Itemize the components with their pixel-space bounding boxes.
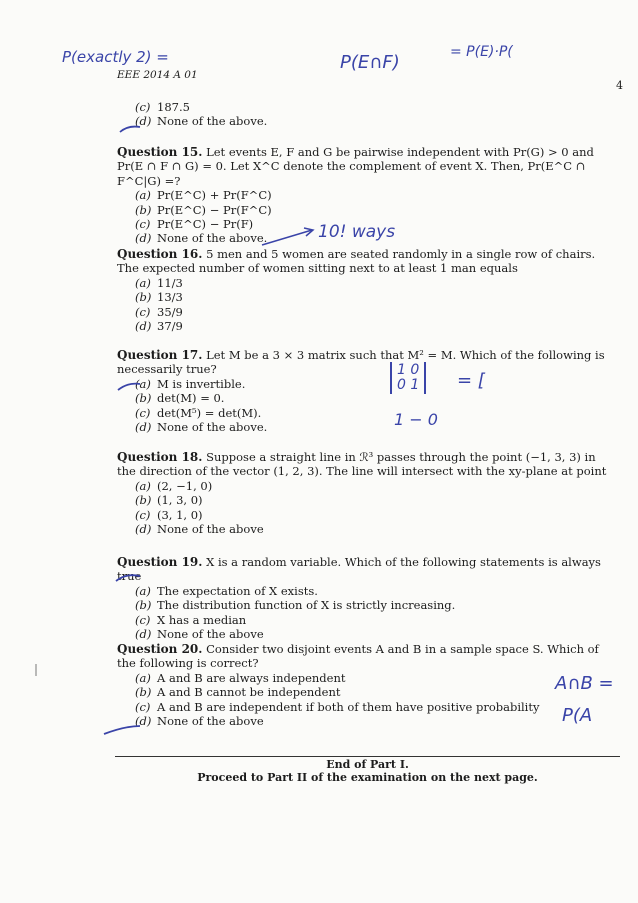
question-stem: Suppose a straight line in ℛ³ passes through the point (−1, 3, 3) in the direction of the vector (1, 2, 3). The line will intersect with the xy-plane at point — [117, 450, 607, 479]
option-letter: (c) — [135, 100, 151, 114]
option-letter: (a) — [135, 188, 151, 203]
option-letter: (c) — [135, 405, 151, 420]
option-text: The expectation of X exists. — [157, 583, 318, 598]
handwritten-note-intersection: P(E∩F) — [340, 52, 400, 73]
option-text: (2, −1, 0) — [157, 478, 213, 493]
question-label: Question 20. — [117, 642, 203, 656]
option-text: (1, 3, 0) — [157, 493, 203, 508]
question-stem: Let M be a 3 × 3 matrix such that M² = M. Which of the following is necessarily true? — [117, 348, 605, 377]
handwritten-note-p-a: P(A — [562, 705, 593, 726]
footer-end-line: End of Part I. — [326, 758, 409, 771]
option-text: None of the above — [157, 627, 264, 642]
option-text: X has a median — [157, 612, 247, 627]
question-label: Question 15. — [117, 145, 203, 159]
handwritten-note-10-ways: 10! ways — [318, 222, 396, 242]
exam-header: EEE 2014 A 01 — [117, 69, 198, 81]
option-text: det(M) = 0. — [157, 391, 225, 406]
handwritten-note-1-minus-0: 1 − 0 — [394, 410, 438, 429]
page-number: 4 — [616, 79, 623, 92]
handwritten-matrix-row: 1 0 — [397, 362, 420, 378]
option-letter: (c) — [135, 612, 151, 627]
option-letter: (c) — [135, 507, 151, 522]
option-letter: (a) — [135, 275, 151, 290]
option-text: A and B cannot be independent — [157, 685, 341, 700]
answer-tick-q17 — [118, 384, 140, 390]
option-text: 187.5 — [157, 100, 190, 114]
answer-tick-q14 — [120, 127, 140, 132]
option-text: Pr(E^C) − Pr(F^C) — [157, 202, 272, 217]
footer-proceed-line: Proceed to Part II of the examination on the next page. — [197, 771, 538, 784]
question-label: Question 16. — [117, 247, 203, 261]
option-letter: (b) — [135, 493, 152, 508]
option-text: 11/3 — [157, 275, 183, 290]
option-text: None of the above. — [157, 114, 268, 129]
question-stem: X is a random variable. Which of the following statements is always true — [117, 555, 601, 584]
option-letter: (a) — [135, 376, 151, 391]
option-letter: (b) — [135, 391, 152, 406]
option-letter: (c) — [135, 304, 151, 319]
handwritten-note-a-and-b: A∩B = — [555, 673, 614, 694]
option-text: None of the above. — [157, 231, 268, 246]
arrow-mark — [262, 230, 312, 245]
option-letter: (d) — [135, 714, 152, 729]
option-text: A and B are independent if both of them have positive probability — [157, 699, 540, 714]
option-text: A and B are always independent — [157, 670, 346, 685]
option-text: Pr(E^C) + Pr(F^C) — [157, 188, 272, 203]
option-text: 13/3 — [157, 290, 183, 305]
question-stem: Consider two disjoint events A and B in a sample space S. Which of the following is correct? — [117, 642, 599, 671]
option-letter: (d) — [135, 627, 152, 642]
option-letter: (b) — [135, 290, 152, 305]
option-letter: (a) — [135, 670, 151, 685]
option-text: 35/9 — [157, 304, 183, 319]
option-text: (3, 1, 0) — [157, 507, 203, 522]
option-text: Pr(E^C) − Pr(F) — [157, 217, 254, 232]
question-label: Question 19. — [117, 555, 203, 569]
answer-tick-q19 — [116, 575, 140, 581]
option-letter: (b) — [135, 202, 152, 217]
option-letter: (d) — [135, 319, 152, 334]
answer-tick-q20 — [104, 726, 140, 734]
option-letter: (d) — [135, 114, 152, 129]
option-text: det(M⁵) = det(M). — [157, 405, 262, 420]
option-letter: (b) — [135, 598, 152, 613]
question-stem: Let events E, F and G be pairwise independent with Pr(G) > 0 and Pr(E ∩ F ∩ G) = 0. Let X^C denote the complement of event X. Then, Pr(E^C ∩ F^C|G) =? — [117, 145, 594, 188]
option-letter: (a) — [135, 583, 151, 598]
option-text: The distribution function of X is strictly increasing. — [157, 598, 456, 613]
option-letter: (d) — [135, 420, 152, 435]
option-text: None of the above — [157, 714, 264, 729]
handwritten-matrix-equals: = [ — [457, 370, 485, 391]
handwritten-note-exactly-2: P(exactly 2) = — [62, 48, 169, 66]
question-stem: 5 men and 5 women are seated randomly in a single row of chairs. The expected number of women sitting next to at least 1 man equals — [117, 247, 596, 276]
option-letter: (b) — [135, 685, 152, 700]
option-letter: (d) — [135, 522, 152, 537]
question-label: Question 18. — [117, 450, 203, 464]
option-letter: (c) — [135, 699, 151, 714]
option-letter: (d) — [135, 231, 152, 246]
option-text: M is invertible. — [157, 376, 246, 391]
option-letter: (a) — [135, 478, 151, 493]
option-letter: (c) — [135, 217, 151, 232]
option-text: 37/9 — [157, 319, 183, 334]
handwritten-matrix-row: 0 1 — [397, 377, 420, 393]
option-text: None of the above. — [157, 420, 268, 435]
question-label: Question 17. — [117, 348, 203, 362]
option-text: None of the above — [157, 522, 264, 537]
handwritten-note-product: = P(E)·P( — [450, 44, 513, 60]
